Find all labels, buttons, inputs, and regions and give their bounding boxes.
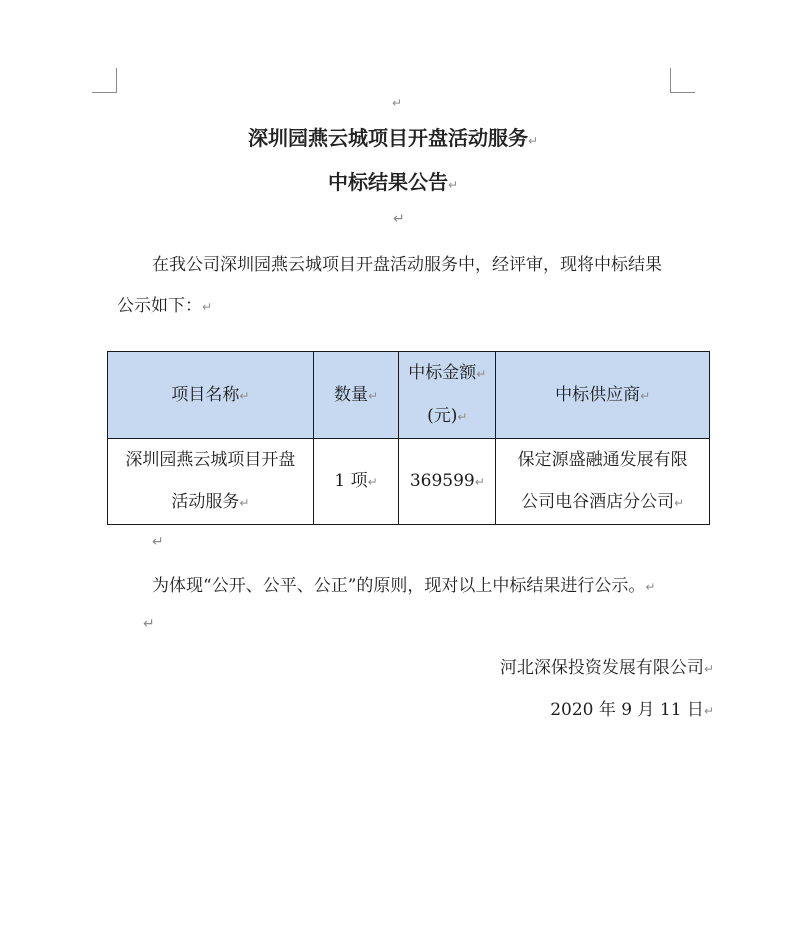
paragraph-mark: ↵ xyxy=(202,300,213,314)
cell-quantity: 1 项↵ xyxy=(313,439,399,525)
paragraph-1-line-1: 在我公司深圳园燕云城项目开盘活动服务中，经评审，现将中标结果 xyxy=(152,255,662,275)
title-line-2 xyxy=(0,166,786,195)
header-quantity: 数量↵ xyxy=(313,352,399,439)
signature-company xyxy=(500,653,714,678)
crop-mark-top-left xyxy=(92,68,117,93)
paragraph-mark: ↵ xyxy=(143,616,155,632)
paragraph-1-line-2 xyxy=(117,291,212,316)
paragraph-mark: ↵ xyxy=(703,704,714,718)
paragraph-mark: ↵ xyxy=(527,134,539,148)
paragraph-mark: ↵ xyxy=(645,580,656,594)
paragraph-mark: ↵ xyxy=(703,662,714,676)
header-amount: 中标金额↵ (元)↵ xyxy=(399,352,496,439)
paragraph-1-text-2: 公示如下： xyxy=(117,296,202,316)
paragraph-2 xyxy=(152,571,655,596)
header-supplier: 中标供应商↵ xyxy=(496,352,710,439)
title-text-1: 深圳园燕云城项目开盘活动服务 xyxy=(247,126,528,150)
paragraph-mark: ↵ xyxy=(392,96,403,110)
crop-mark-top-right xyxy=(670,68,695,93)
signature-date xyxy=(550,695,714,720)
cell-amount: 369599↵ xyxy=(399,439,496,525)
paragraph-2-text: 为体现“公开、公平、公正”的原则，现对以上中标结果进行公示。 xyxy=(152,576,646,596)
header-project-name: 项目名称↵ xyxy=(108,352,314,439)
paragraph-mark: ↵ xyxy=(393,211,405,227)
cell-project-name: 深圳园燕云城项目开盘 活动服务↵ xyxy=(108,439,314,525)
table-header-row xyxy=(108,352,710,439)
signature-date-text: 2020 年 9 月 11 日 xyxy=(550,700,704,720)
paragraph-mark: ↵ xyxy=(152,534,164,550)
cell-supplier: 保定源盛融通发展有限 公司电谷酒店分公司↵ xyxy=(496,439,710,525)
title-text-2: 中标结果公告 xyxy=(327,170,448,194)
title-line-1 xyxy=(0,122,786,151)
bid-result-table xyxy=(107,351,710,525)
table-row xyxy=(108,439,710,525)
paragraph-mark: ↵ xyxy=(447,178,459,192)
signature-company-text: 河北深保投资发展有限公司 xyxy=(499,658,704,678)
